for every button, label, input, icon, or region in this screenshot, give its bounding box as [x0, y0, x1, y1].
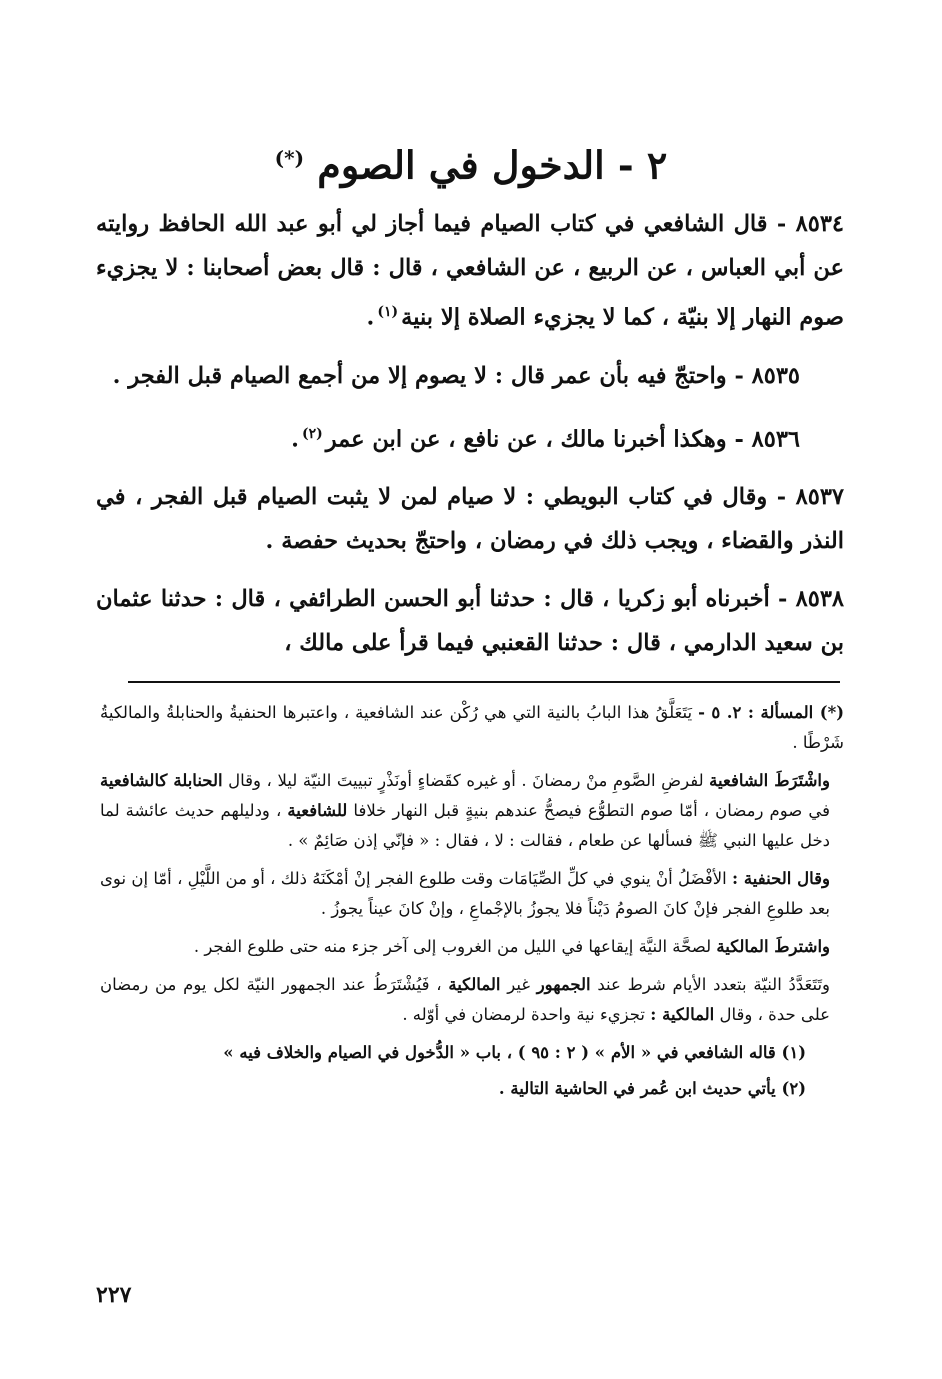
footnote-ref-1: (١)	[377, 304, 399, 320]
note-lead: (*) المسألة : ٢. ٥ -	[698, 703, 845, 722]
note-lead: للشافعية	[287, 801, 348, 820]
editor-note-shafiiyya	[100, 766, 844, 856]
note-text: لصحَّة النيَّة إيقاعها في الليل من الغروب إلى آخر جزء منه حتى طلوع الفجر .	[193, 937, 712, 956]
editor-note-hanafiyya	[100, 864, 844, 924]
paragraph-text: ٨٥٣٥ - واحتجّ فيه بأن عمر قال : لا يصوم إلا من أجمع الصيام قبل الفجر .	[112, 362, 800, 389]
paragraph-8537	[96, 475, 844, 563]
note-lead: الجمهور	[536, 975, 591, 994]
chapter-title	[100, 128, 842, 196]
paragraph-tail: .	[291, 426, 299, 452]
note-lead: واشترطَ المالكية	[716, 937, 830, 956]
note-lead: المالكية :	[650, 1005, 715, 1024]
note-text: الأفْضَلُ أنْ ينوي في كلِّ الصِّيَامَات وقت طلوع الفجر إنْ أمْكَنَهُ ذلك ، أو من اللَّيْلِ ، أمّا إن نوى بعد طلوعِ الفجر فإنْ كانَ الصومُ دَيْناً فلا يجوزُ بالإجْماعِ ، وإنْ كانَ عيناً يجوزُ .	[100, 869, 830, 918]
note-text: في صوم رمضان ، أمّا صوم التطوُّع فيصحُّ عندهم بنيةٍ قبل النهار خلافا	[353, 801, 830, 820]
note-text: تجزيء نية واحدة لرمضان في أوّله .	[402, 1005, 646, 1024]
note-text: غير	[507, 975, 530, 994]
paragraph-8535	[96, 354, 844, 398]
paragraph-text: ٨٥٣٦ - وهكذا أخبرنا مالك ، عن نافع ، عن ابن عمر	[325, 426, 800, 452]
footnote-1: (١) قاله الشافعي في « الأم » ( ٢ : ٩٥ ) ، باب « الدُّخول في الصيام والخلاف فيه »	[223, 1043, 806, 1062]
note-lead: واشْتَرَطَ الشافعية	[709, 771, 830, 790]
note-lead: المالكية	[448, 975, 501, 994]
paragraph-tail: .	[366, 304, 375, 331]
footnote-2: (٢) يأتي حديث ابن عُمر في الحاشية التالية .	[498, 1079, 806, 1098]
paragraph-text: ٨٥٣٧ - وقال في كتاب البويطي : لا صيام لمن لا يثبت الصيام قبل الفجر ، في النذر والقضاء ، ويجب ذلك في رمضان ، واحتجّ بحديث حفصة .	[96, 484, 844, 554]
paragraph-8538	[96, 577, 844, 665]
chapter-title-text: ٢ - الدخول في الصوم	[317, 142, 668, 188]
note-lead: الحنابلة كالشافعية	[100, 771, 223, 790]
paragraph-8536	[96, 412, 844, 462]
note-text: لفرضِ الصَّومِ منْ رمضانَ . أو غيره كقَضاءٍ أونَذْرٍ تبييتَ النيّة ليلا ، وقال	[228, 771, 704, 790]
note-text: ، فَيُشْتَرَطُ عند الجمهور النيّة لكل يوم من رمضان على حدة ، وقال	[100, 975, 830, 1024]
note-lead: وقال الحنفية :	[732, 869, 830, 888]
editor-note-malikiyya	[100, 932, 844, 962]
note-text: وتَتَعَدَّدُ النيّة بتعدد الأيام شرط عند	[597, 975, 831, 994]
page-number: ٢٢٧	[96, 1282, 132, 1308]
paragraph-text: ٨٥٣٤ - قال الشافعي في كتاب الصيام فيما أجاز لي أبو عبد الله الحافظ روايته عن أبي العباس ، عن الربيع ، عن الشافعي ، قال : قال بعض أصحابنا : لا يجزيء صوم النهار إلا بنيّة ، كما لا يجزيء الصلاة إلا بنية	[96, 211, 844, 331]
chapter-title-footnote-mark: (*)	[274, 146, 305, 170]
footnote-ref-2: (٢)	[301, 425, 323, 442]
note-text: ، ودليلهم حديث عائشة لما دخل عليها النبي ﷺ فسألها عن طعام ، فقالت : لا ، فقال : « فإنّي إذن صَائِمٌ » .	[100, 801, 830, 850]
note-text: يَتَعَلَّقُ هذا البابُ بالنية التي هي رُكْن عند الشافعية ، واعتبرها الحنفيةُ والحنابلةُ والمالكيةُ شَرْطًا .	[100, 703, 844, 752]
paragraph-8534	[96, 202, 844, 340]
editor-note-taaddud	[100, 970, 844, 1030]
footnote-divider	[128, 681, 840, 683]
paragraph-text: ٨٥٣٨ - أخبرناه أبو زكريا ، قال : حدثنا أبو الحسن الطرائفي ، قال : حدثنا عثمان بن سعيد الدارمي ، قال : حدثنا القعنبي فيما قرأ على مالك ،	[96, 586, 844, 656]
editor-note-masala	[100, 698, 844, 758]
main-text	[96, 202, 844, 679]
footnotes-section	[100, 698, 844, 1110]
